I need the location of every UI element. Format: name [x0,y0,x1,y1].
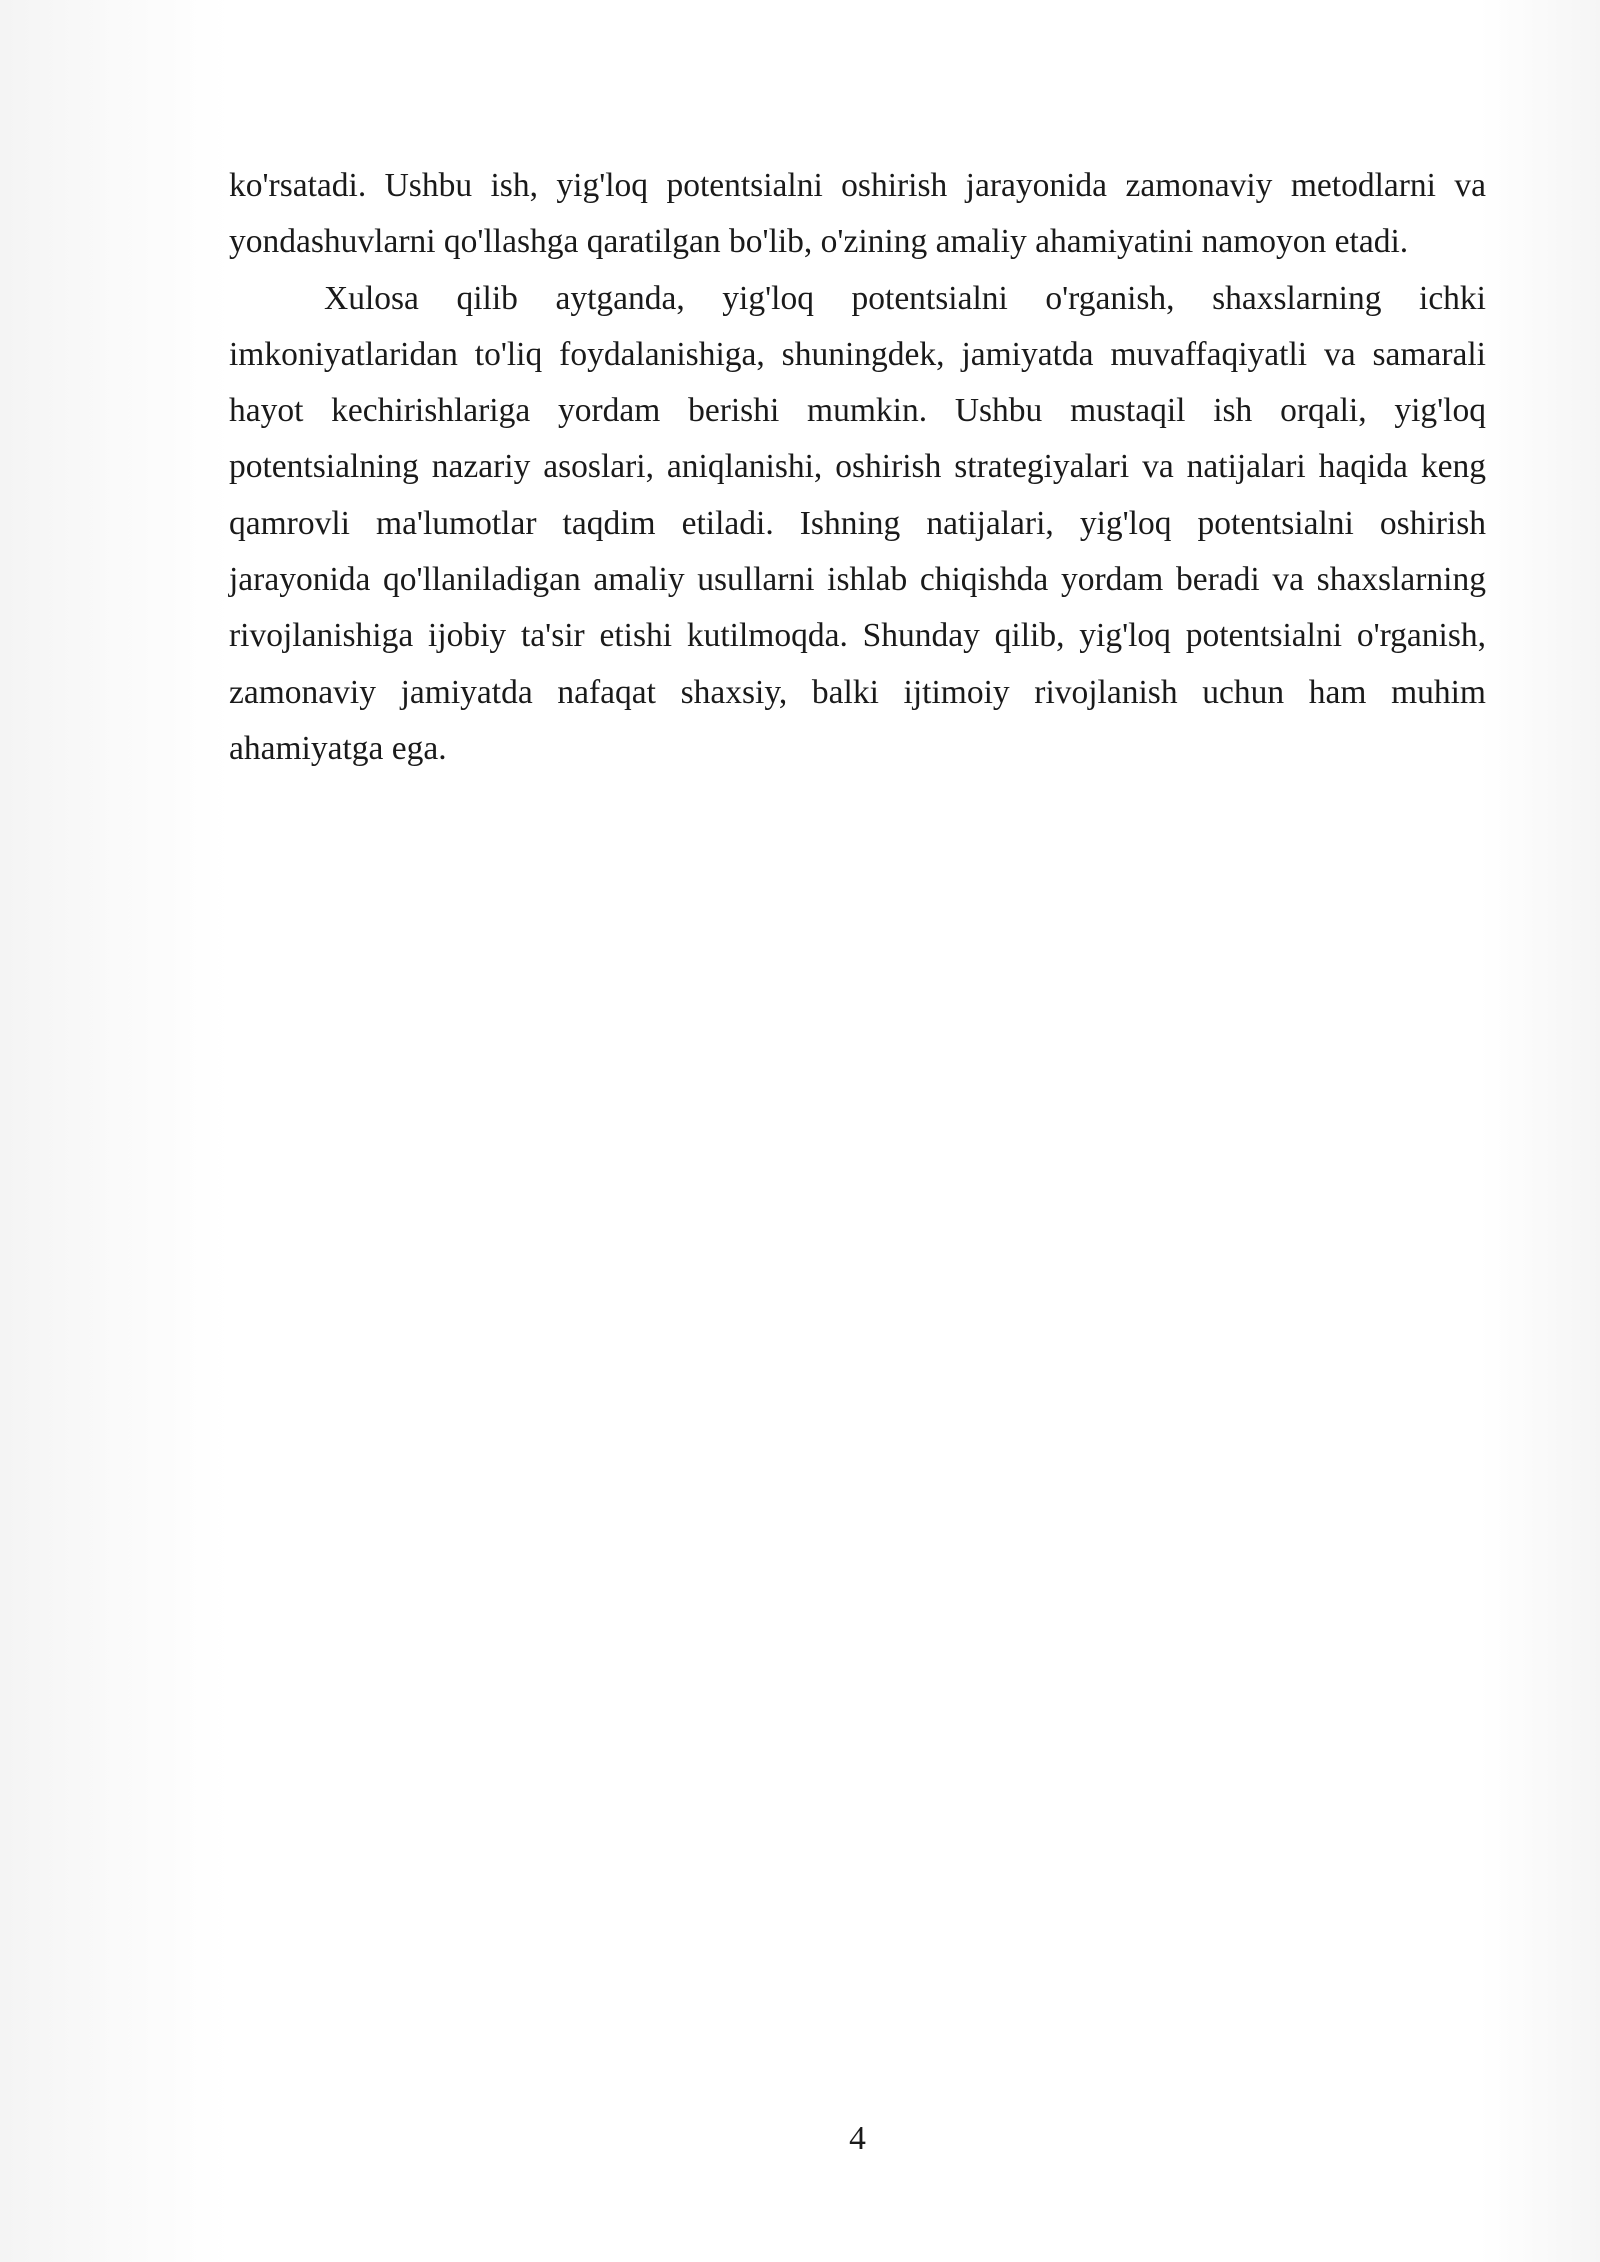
paragraph-conclusion: Xulosa qilib aytganda, yig'loq potentsialni o'rganish, shaxslarning ichki imkoniyatlaridan to'liq foydalanishiga, shuningdek, jamiyatda muvaffaqiyatli va samarali hayot kechirishlariga yordam berishi mumkin. Ushbu mustaqil ish orqali, yig'loq potentsialning nazariy asoslari, aniqlanishi, oshirish strategiyalari va natijalari haqida keng qamrovli ma'lumotlar taqdim etiladi. Ishning natijalari, yig'loq potentsialni oshirish jarayonida qo'llaniladigan amaliy usullarni ishlab chiqishda yordam beradi va shaxslarning rivojlanishiga ijobiy ta'sir etishi kutilmoqda. Shunday qilib, yig'loq potentsialni o'rganish, zamonaviy jamiyatda nafaqat shaxsiy, balki ijtimoiy rivojlanish uchun ham muhim ahamiyatga ega. [229,279,1486,767]
page-right-shadow [1480,0,1600,2262]
page-number: 4 [849,2120,866,2157]
page-left-shadow [0,0,230,2262]
body-text [229,158,1486,777]
paragraph-continuation: ko'rsatadi. Ushbu ish, yig'loq potentsialni oshirish jarayonida zamonaviy metodlarni va yondashuvlarni qo'llashga qaratilgan bo'lib, o'zining amaliy ahamiyatini namoyon etadi. [229,167,1486,261]
